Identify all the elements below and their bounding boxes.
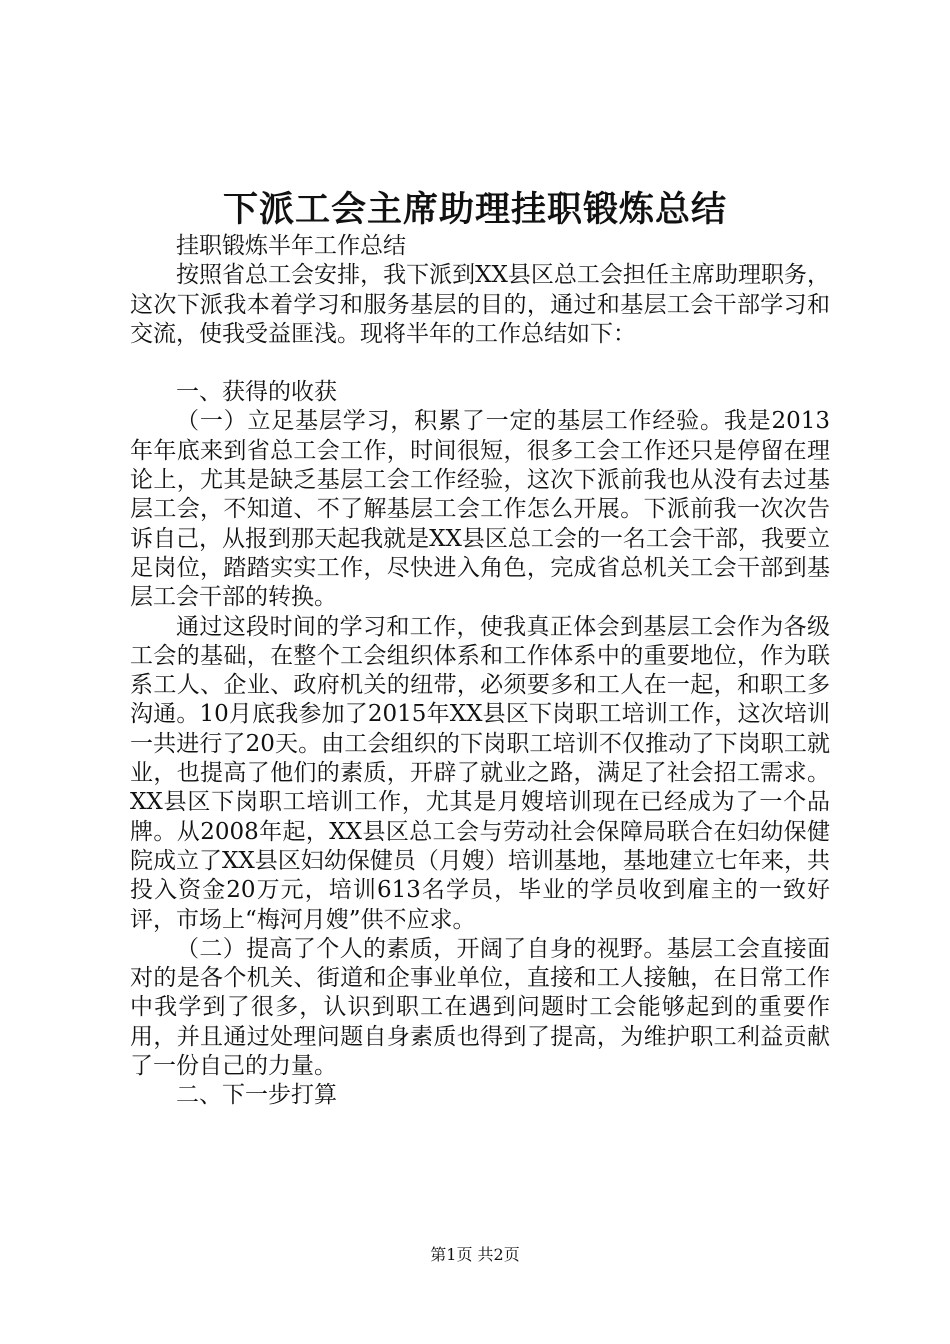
- paragraph-gain-one: （一）立足基层学习，积累了一定的基层工作经验。我是2013年年底来到省总工会工作，时间很短，很多工会工作还只是停留在理论上，尤其是缺乏基层工会工作经验，这次下派前我也从没有去过基层工会，不知道、不了解基层工会工作怎么开展。下派前我一次次告诉自己，从报到那天起我就是XX县区总工会的一名工会干部，我要立足岗位，踏踏实实工作，尽快进入角色，完成省总机关工会干部到基层工会干部的转换。: [130, 408, 830, 611]
- paragraph-training: 通过这段时间的学习和工作，使我真正体会到基层工会作为各级工会的基础，在整个工会组织体系和工作体系中的重要地位，作为联系工人、企业、政府机关的纽带，必须要多和工人在一起，和职工多沟通。10月底我参加了2015年XX县区下岗职工培训工作，这次培训一共进行了20天。由工会组织的下岗职工培训不仅推动了下岗职工就业，也提高了他们的素质，开辟了就业之路，满足了社会招工需求。XX县区下岗职工培训工作，尤其是月嫂培训现在已经成为了一个品牌。从2008年起，XX县区总工会与劳动社会保障局联合在妇幼保健院成立了XX县区妇幼保健员（月嫂）培训基地，基地建立七年来，共投入资金20万元，培训613名学员，毕业的学员收到雇主的一致好评，市场上“梅河月嫂”供不应求。: [130, 613, 830, 933]
- document-body: [130, 232, 830, 1111]
- subtitle-paragraph: 挂职锻炼半年工作总结: [176, 233, 406, 259]
- intro-paragraph: 按照省总工会安排，我下派到XX县区总工会担任主席助理职务，这次下派我本着学习和服务基层的目的，通过和基层工会干部学习和交流，使我受益匪浅。现将半年的工作总结如下：: [130, 262, 830, 347]
- section-heading-gains: 一、获得的收获: [176, 379, 337, 406]
- document-title: 下派工会主席助理挂职锻炼总结: [222, 189, 727, 230]
- paragraph-gain-two: （二）提高了个人的素质，开阔了自身的视野。基层工会直接面对的是各个机关、街道和企事业单位，直接和工人接触，在日常工作中我学到了很多，认识到职工在遇到问题时工会能够起到的重要作用，并且通过处理问题自身素质也得到了提高，为维护职工利益贡献了一份自己的力量。: [130, 935, 830, 1080]
- section-heading-next-steps: 二、下一步打算: [176, 1082, 337, 1109]
- page-footer: 第1页 共2页: [430, 1245, 520, 1264]
